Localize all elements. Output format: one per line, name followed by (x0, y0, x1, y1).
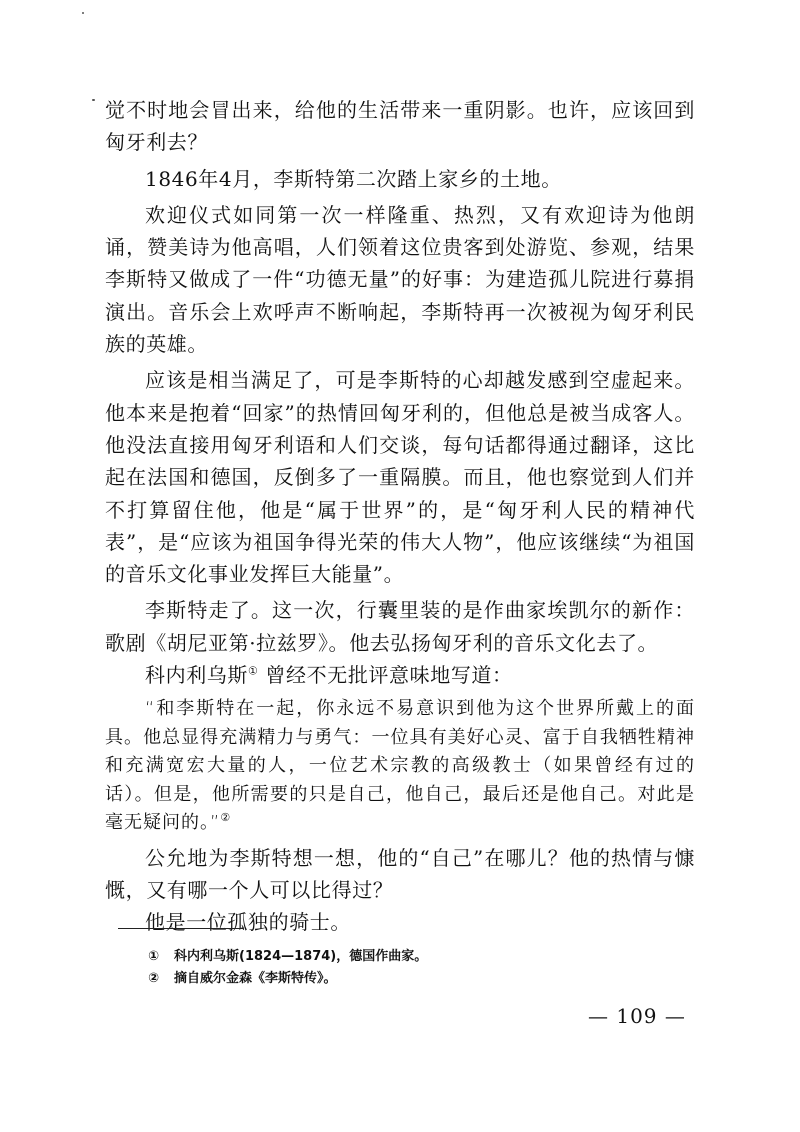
block-quote (105, 695, 695, 838)
footnote-item (148, 968, 427, 990)
footnote-ref: ② (220, 811, 232, 825)
paragraph-text: 李斯特走了。这一次，行囊里装的是作曲家埃凯尔的新作：歌剧《胡尼亚第·拉兹罗》。他去弘扬匈牙利的音乐文化去了。 (105, 598, 695, 655)
paragraph-text: 曾经不无批评意味地写道： (258, 663, 513, 688)
scan-speck (92, 99, 95, 101)
paragraph: 公允地为李斯特想一想，他的“自己”在哪儿？他的热情与慷慨，又有哪一个人可以比得过？ (105, 845, 695, 903)
paragraph: 他是一位孤独的骑士。 (145, 910, 351, 935)
body-text (105, 94, 695, 939)
footnote-text: 摘自威尔金森《李斯特传》。 (174, 971, 337, 986)
paragraph: 欢迎仪式如同第一次一样隆重、热烈，又有欢迎诗为他朗诵，赞美诗为他高唱，人们领着这位贵客到处游览、参观，结果李斯特又做成了一件“功德无量”的好事：为建造孤儿院进行募捐演出。音乐会上欢呼声不断响起，李斯特再一次被视为匈牙利民族的英雄。 (105, 202, 695, 357)
author-name: 科内利乌斯 (145, 663, 248, 688)
paragraph (105, 659, 695, 691)
footnote-divider (118, 928, 243, 929)
footnote-item (148, 946, 427, 968)
quote-text: “和李斯特在一起，你永远不易意识到他为这个世界所戴上的面具。他总显得充满精力与勇气：一位具有美好心灵、富于自我牺牲精神和充满宽宏大量的人，一位艺术宗教的高级教士（如果曾经有过的话）。但是，他所需要的只是自己，他自己，最后还是他自己。对此是毫无疑问的。” (105, 698, 695, 834)
paragraph: 觉不时地会冒出来，给他的生活带来一重阴影。也许，应该回到匈牙利去？ (105, 98, 695, 155)
footnotes (148, 946, 427, 990)
footnote-text: 科内利乌斯(1824—1874)，德国作曲家。 (174, 949, 428, 964)
paragraph: 1846年4月，李斯特第二次踏上家乡的土地。 (145, 166, 562, 191)
paragraph (105, 594, 695, 659)
page-number: — 109 — (588, 1004, 686, 1028)
paragraph: 应该是相当满足了，可是李斯特的心却越发感到空虚起来。他本来是抱着“回家”的热情回匈牙利的，但他总是被当成客人。他没法直接用匈牙利语和人们交谈，每句话都得通过翻译，这比起在法国和德国，反倒多了一重隔膜。而且，他也察觉到人们并不打算留住他，他是“属于世界”的，是“匈牙利人民的精神代表”，是“应该为祖国争得光荣的伟大人物”，他应该继续“为祖国的音乐文化事业发挥巨大能量”。 (105, 368, 695, 587)
footnote-ref: ① (248, 664, 259, 678)
footnote-mark: ① (148, 949, 160, 964)
scan-speck (82, 12, 84, 14)
footnote-mark: ② (148, 971, 160, 986)
